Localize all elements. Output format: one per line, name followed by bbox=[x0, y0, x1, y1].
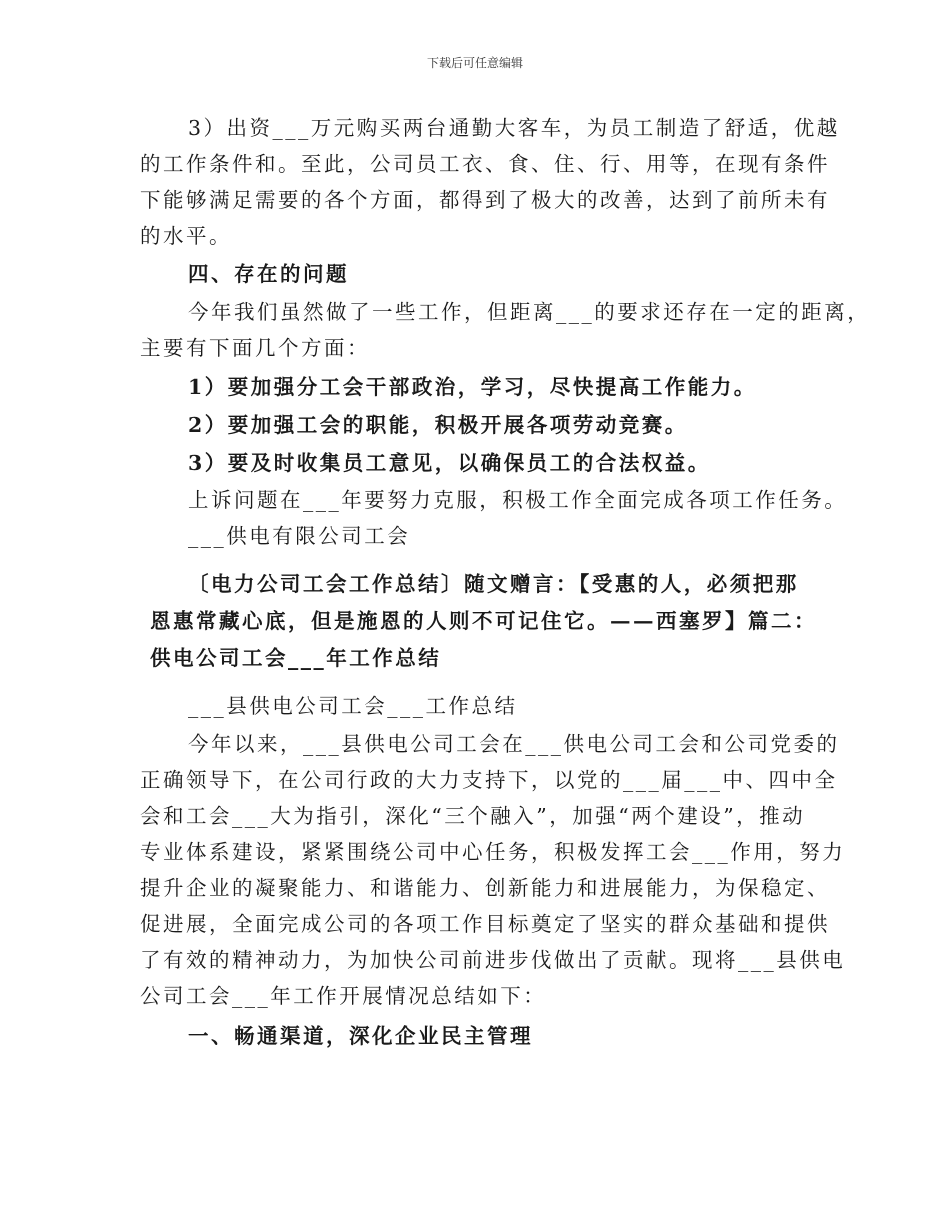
section-heading: 四、存在的问题 bbox=[188, 262, 349, 286]
page-header: 下载后可任意编辑 bbox=[426, 56, 523, 70]
paragraph-line: 今年我们虽然做了一些工作，但距离___的要求还存在一定的距离， bbox=[188, 300, 871, 324]
article-title: 供电公司工会___年工作总结 bbox=[150, 646, 442, 670]
paragraph-line: 3）出资___万元购买两台通勤大客车，为员工制造了舒适，优越 bbox=[188, 116, 840, 140]
paragraph-line: 今年以来，___县供电公司工会在___供电公司工会和公司党委的 bbox=[188, 732, 840, 756]
paragraph-line: 公司工会___年工作开展情况总结如下： bbox=[140, 984, 547, 1008]
paragraph-line: 的工作条件和。至此，公司员工衣、食、住、行、用等，在现有条件 bbox=[140, 152, 830, 176]
list-item: 1）要加强分工会干部政治，学习，尽快提高工作能力。 bbox=[188, 375, 757, 399]
paragraph-line: 上诉问题在___年要努力克服，积极工作全面完成各项工作任务。 bbox=[188, 488, 848, 512]
section-heading: 一、畅通渠道，深化企业民主管理 bbox=[188, 1024, 533, 1048]
paragraph-line: 主要有下面几个方面： bbox=[140, 336, 370, 360]
paragraph-line: 的水平。 bbox=[140, 224, 232, 248]
list-item: 3）要及时收集员工意见，以确保员工的合法权益。 bbox=[188, 451, 711, 475]
paragraph-line: 专业体系建设，紧紧围绕公司中心任务，积极发挥工会___作用，努力 bbox=[140, 840, 846, 864]
subtitle: ___县供电公司工会___工作总结 bbox=[188, 694, 518, 718]
paragraph-line: 提升企业的凝聚能力、和谐能力、创新能力和进展能力，为保稳定、 bbox=[140, 876, 830, 900]
list-item: 2）要加强工会的职能，积极开展各项劳动竞赛。 bbox=[188, 413, 688, 437]
paragraph-line: 下能够满足需要的各个方面，都得到了极大的改善，达到了前所未有 bbox=[140, 188, 830, 212]
paragraph-line: 正确领导下，在公司行政的大力支持下，以党的___届___中、四中全 bbox=[140, 768, 838, 792]
quote-line: 恩惠常藏心底，但是施恩的人则不可记住它。——西塞罗】篇二： bbox=[150, 609, 817, 633]
paragraph-line: 了有效的精神动力，为加快公司前进步伐做出了贡献。现将___县供电 bbox=[140, 948, 846, 972]
signature-line: ___供电有限公司工会 bbox=[188, 524, 411, 548]
paragraph-line: 会和工会___大为指引，深化“三个融入”，加强“两个建设”，推动 bbox=[140, 804, 806, 828]
quote-line: 〔电力公司工会工作总结〕随文赠言：【受惠的人，必须把那 bbox=[188, 572, 799, 596]
paragraph-line: 促进展，全面完成公司的各项工作目标奠定了坚实的群众基础和提供 bbox=[140, 912, 830, 936]
